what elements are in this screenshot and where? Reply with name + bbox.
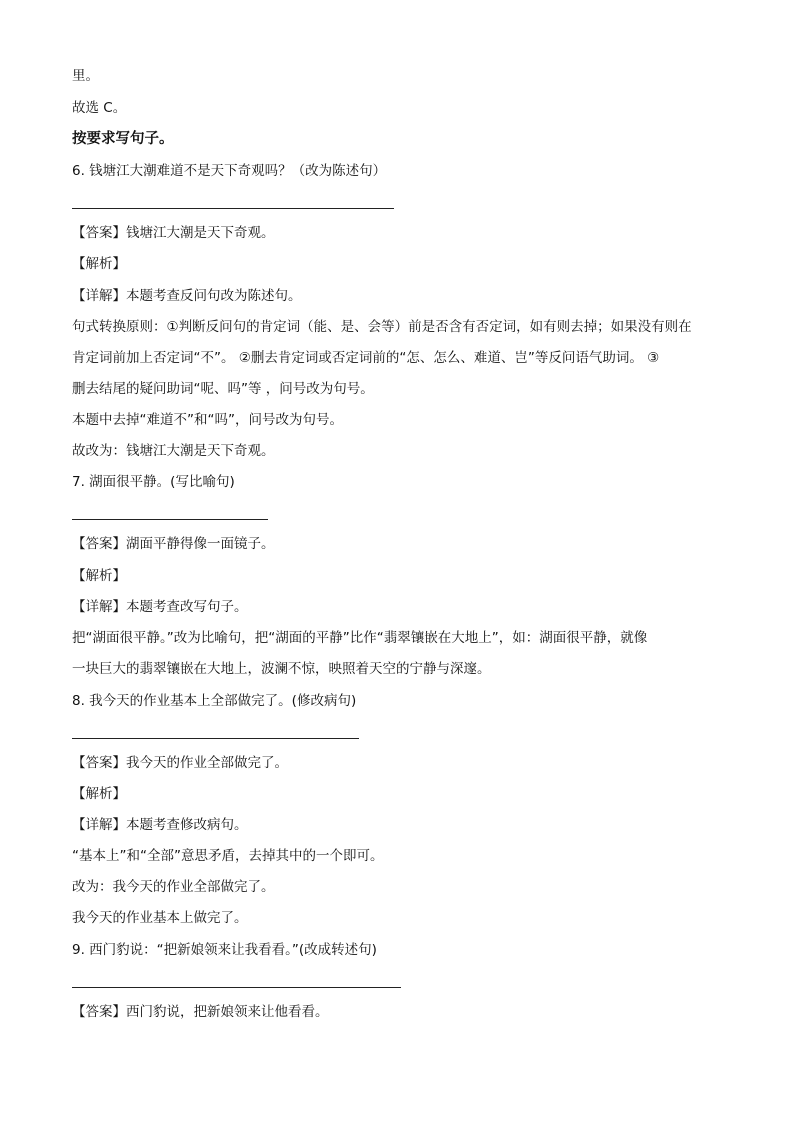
explanation-line: 把“湖面很平静。”改为比喻句，把“湖面的平静”比作“翡翠镶嵌在大地上”，如：湖面很平静，就像	[72, 630, 648, 646]
explanation-line: 肯定词前加上否定词“不”。 ②删去肯定词或否定词前的“怎、怎么、难道、岂”等反问语气助词。 ③	[72, 350, 660, 366]
explanation-line: 一块巨大的翡翠镶嵌在大地上，波澜不惊，映照着天空的宁静与深邃。	[72, 661, 491, 677]
detail-8: 【详解】本题考查修改病句。	[72, 817, 248, 833]
answer-7: 【答案】湖面平静得像一面镜子。	[72, 536, 275, 552]
answer-blank-line	[72, 987, 401, 988]
answer-blank-line	[72, 208, 394, 209]
text-line: 故选 C。	[72, 100, 127, 116]
question-9: 9. 西门豹说：“把新娘领来让我看看。”(改成转述句)	[72, 942, 377, 958]
explanation-line: “基本上”和“全部”意思矛盾，去掉其中的一个即可。	[72, 848, 384, 864]
text-line: 里。	[72, 68, 99, 84]
answer-6: 【答案】钱塘江大潮是天下奇观。	[72, 225, 275, 241]
explanation-line: 句式转换原则：①判断反问句的肯定词（能、是、会等）前是否含有否定词，如有则去掉；如果没有则在	[72, 319, 692, 335]
explanation-line: 我今天的作业基本上做完了。	[72, 910, 248, 926]
analysis-label: 【解析】	[72, 568, 126, 584]
explanation-line: 删去结尾的疑问助词“呢、吗”等 ，问号改为句号。	[72, 381, 374, 397]
section-heading: 按要求写句子。	[72, 131, 174, 147]
detail-6: 【详解】本题考查反问句改为陈述句。	[72, 288, 302, 304]
explanation-line: 本题中去掉“难道不”和“吗”，问号改为句号。	[72, 412, 343, 428]
explanation-line: 故改为：钱塘江大潮是天下奇观。	[72, 443, 275, 459]
question-8: 8. 我今天的作业基本上全部做完了。(修改病句)	[72, 693, 357, 709]
answer-9: 【答案】西门豹说，把新娘领来让他看看。	[72, 1004, 329, 1020]
detail-7: 【详解】本题考查改写句子。	[72, 599, 248, 615]
explanation-line: 改为：我今天的作业全部做完了。	[72, 879, 275, 895]
analysis-label: 【解析】	[72, 786, 126, 802]
question-6: 6. 钱塘江大潮难道不是天下奇观吗？（改为陈述句）	[72, 163, 387, 179]
answer-8: 【答案】我今天的作业全部做完了。	[72, 755, 288, 771]
answer-blank-line	[72, 738, 359, 739]
question-7: 7. 湖面很平静。(写比喻句)	[72, 474, 235, 490]
analysis-label: 【解析】	[72, 256, 126, 272]
answer-blank-line	[72, 519, 268, 520]
